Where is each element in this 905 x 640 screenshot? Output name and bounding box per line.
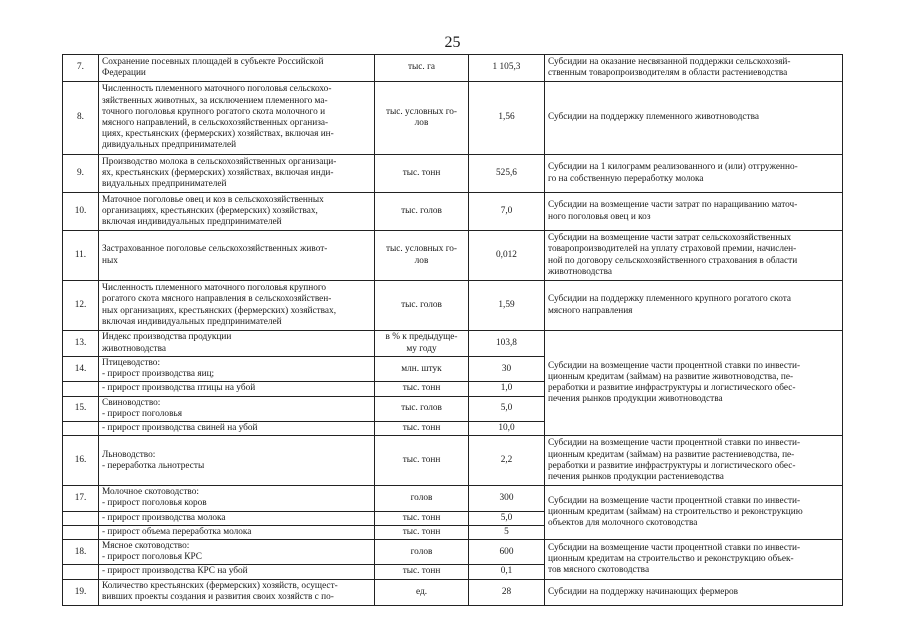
unit-cell: тыс. тонн bbox=[375, 511, 469, 525]
indicator-cell: Маточное поголовье овец и коз в сельскохозяйственных организациях, крестьянских (фермерских) хозяйствах, включая индивидуальных предпринимателей bbox=[99, 193, 375, 231]
indicator-cell: - прирост объема переработка молока bbox=[99, 525, 375, 539]
row-number bbox=[63, 511, 99, 525]
unit-cell: тыс. голов bbox=[375, 396, 469, 421]
indicator-cell: Молочное скотоводство: - прирост поголовья коров bbox=[99, 486, 375, 511]
value-cell: 600 bbox=[469, 540, 545, 565]
table-row bbox=[63, 82, 843, 155]
row-number bbox=[63, 422, 99, 436]
subsidy-cell: Субсидии на возмещение части процентной ставки по инвести- ционным кредитам на строительство и реконструкцию объек- тов мясного скотоводства bbox=[545, 540, 843, 580]
row-number bbox=[63, 565, 99, 579]
row-number: 19. bbox=[63, 579, 99, 605]
value-cell: 5,0 bbox=[469, 396, 545, 421]
subsidy-cell: Субсидии на возмещение части затрат сельскохозяйственных товаропроизводителей на уплату страховой премии, начислен- ной по договору сельскохозяйственного страхования в области животноводства bbox=[545, 231, 843, 281]
table-row bbox=[63, 486, 843, 511]
subsidy-cell: Субсидии на возмещение части процентной ставки по инвести- ционным кредитам (займам) на развитие растениеводства, пе- реработки и развитие инфраструктуры и логистического обес- печения рынков продукции растениеводства bbox=[545, 436, 843, 486]
indicator-cell: Птицеводство: - прирост производства яиц; bbox=[99, 357, 375, 382]
unit-cell: тыс. тонн bbox=[375, 382, 469, 396]
value-cell: 5,0 bbox=[469, 511, 545, 525]
table-row bbox=[63, 55, 843, 82]
value-cell: 7,0 bbox=[469, 193, 545, 231]
row-number: 16. bbox=[63, 436, 99, 486]
value-cell: 1 105,3 bbox=[469, 55, 545, 82]
indicator-cell: Сохранение посевных площадей в субъекте Российской Федерации bbox=[99, 55, 375, 82]
row-number: 11. bbox=[63, 231, 99, 281]
table-row bbox=[63, 540, 843, 565]
subsidy-cell: Субсидии на оказание несвязанной поддержки сельскохозяй- ственным товаропроизводителям в области растениеводства bbox=[545, 55, 843, 82]
value-cell: 1,0 bbox=[469, 382, 545, 396]
unit-cell: тыс. условных го- лов bbox=[375, 231, 469, 281]
value-cell: 0,012 bbox=[469, 231, 545, 281]
subsidy-cell: Субсидии на поддержку племенного животноводства bbox=[545, 82, 843, 155]
row-number: 10. bbox=[63, 193, 99, 231]
unit-cell: млн. штук bbox=[375, 357, 469, 382]
subsidy-cell-livestock-investment: Субсидии на возмещение части процентной ставки по инвести- ционным кредитам (займам) на развитие животноводства, пе- реработки и развитие инфраструктуры и логистического обес- печения рынков продукции животноводства bbox=[545, 331, 843, 436]
value-cell: 5 bbox=[469, 525, 545, 539]
subsidy-cell: Субсидии на 1 килограмм реализованного и (или) отгруженно- го на собственную переработку молока bbox=[545, 155, 843, 193]
value-cell: 28 bbox=[469, 579, 545, 605]
row-number: 12. bbox=[63, 281, 99, 331]
unit-cell: тыс. тонн bbox=[375, 525, 469, 539]
value-cell: 1,56 bbox=[469, 82, 545, 155]
unit-cell: голов bbox=[375, 486, 469, 511]
page-number: 25 bbox=[444, 34, 461, 51]
indicator-cell: Застрахованное поголовье сельскохозяйственных живот- ных bbox=[99, 231, 375, 281]
indicator-cell: Мясное скотоводство: - прирост поголовья КРС bbox=[99, 540, 375, 565]
row-number: 13. bbox=[63, 331, 99, 357]
value-cell: 0,1 bbox=[469, 565, 545, 579]
indicator-cell: Численность племенного маточного поголовья крупного рогатого скота мясного направления в сельскохозяйствен- ных организациях, крестьянских (фермерских) хозяйствах, включая индивидуальных предпринимателей bbox=[99, 281, 375, 331]
table-row bbox=[63, 331, 843, 357]
unit-cell: тыс. условных го- лов bbox=[375, 82, 469, 155]
row-number: 18. bbox=[63, 540, 99, 565]
indicator-cell: Количество крестьянских (фермерских) хозяйств, осущест- вивших проекты создания и развития своих хозяйств с по- bbox=[99, 579, 375, 605]
unit-cell: тыс. га bbox=[375, 55, 469, 82]
indicator-cell: Численность племенного маточного поголовья сельскохо- зяйственных животных, за исключением племенного ма- точного поголовья крупного рогатого скота молочного и мясного направлений, в сельскохозяйственных организа- циях, крестьянских (фермерских) хозяйствах, включая ин- дивидуальных предпринимателей bbox=[99, 82, 375, 155]
value-cell: 300 bbox=[469, 486, 545, 511]
row-number bbox=[63, 525, 99, 539]
row-number: 14. bbox=[63, 357, 99, 382]
value-cell: 1,59 bbox=[469, 281, 545, 331]
value-cell: 10,0 bbox=[469, 422, 545, 436]
table-row bbox=[63, 281, 843, 331]
row-number: 17. bbox=[63, 486, 99, 511]
subsidy-cell-dairy-investment: Субсидии на возмещение части процентной ставки по инвести- ционным кредитам (займам) на строительство и реконструкцию объектов для молочного скотоводства bbox=[545, 486, 843, 540]
row-number: 9. bbox=[63, 155, 99, 193]
unit-cell: в % к предыдуще- му году bbox=[375, 331, 469, 357]
value-cell: 103,8 bbox=[469, 331, 545, 357]
value-cell: 2,2 bbox=[469, 436, 545, 486]
row-number: 15. bbox=[63, 396, 99, 421]
unit-cell: голов bbox=[375, 540, 469, 565]
unit-cell: тыс. тонн bbox=[375, 155, 469, 193]
subsidy-cell: Субсидии на поддержку начинающих фермеров bbox=[545, 579, 843, 605]
table-row bbox=[63, 579, 843, 605]
indicator-cell: Льноводство: - переработка льнотресты bbox=[99, 436, 375, 486]
indicator-cell: - прирост производства птицы на убой bbox=[99, 382, 375, 396]
subsidy-cell: Субсидии на возмещение части затрат по наращиванию маточ- ного поголовья овец и коз bbox=[545, 193, 843, 231]
indicator-cell: - прирост производства свиней на убой bbox=[99, 422, 375, 436]
subsidy-indicators-table bbox=[62, 54, 843, 606]
table-row bbox=[63, 231, 843, 281]
indicator-cell: Свиноводство: - прирост поголовья bbox=[99, 396, 375, 421]
value-cell: 525,6 bbox=[469, 155, 545, 193]
table-row bbox=[63, 155, 843, 193]
value-cell: 30 bbox=[469, 357, 545, 382]
unit-cell: тыс. тонн bbox=[375, 565, 469, 579]
row-number: 7. bbox=[63, 55, 99, 82]
indicator-cell: - прирост производства молока bbox=[99, 511, 375, 525]
unit-cell: тыс. голов bbox=[375, 193, 469, 231]
unit-cell: ед. bbox=[375, 579, 469, 605]
indicator-cell: - прирост производства КРС на убой bbox=[99, 565, 375, 579]
table-row bbox=[63, 436, 843, 486]
indicator-cell: Индекс производства продукции животноводства bbox=[99, 331, 375, 357]
unit-cell: тыс. тонн bbox=[375, 422, 469, 436]
row-number: 8. bbox=[63, 82, 99, 155]
row-number bbox=[63, 382, 99, 396]
unit-cell: тыс. тонн bbox=[375, 436, 469, 486]
table-row bbox=[63, 193, 843, 231]
subsidy-cell: Субсидии на поддержку племенного крупного рогатого скота мясного направления bbox=[545, 281, 843, 331]
unit-cell: тыс. голов bbox=[375, 281, 469, 331]
indicator-cell: Производство молока в сельскохозяйственных организаци- ях, крестьянских (фермерских) хозяйствах, включая инди- видуальных предпринимателей bbox=[99, 155, 375, 193]
